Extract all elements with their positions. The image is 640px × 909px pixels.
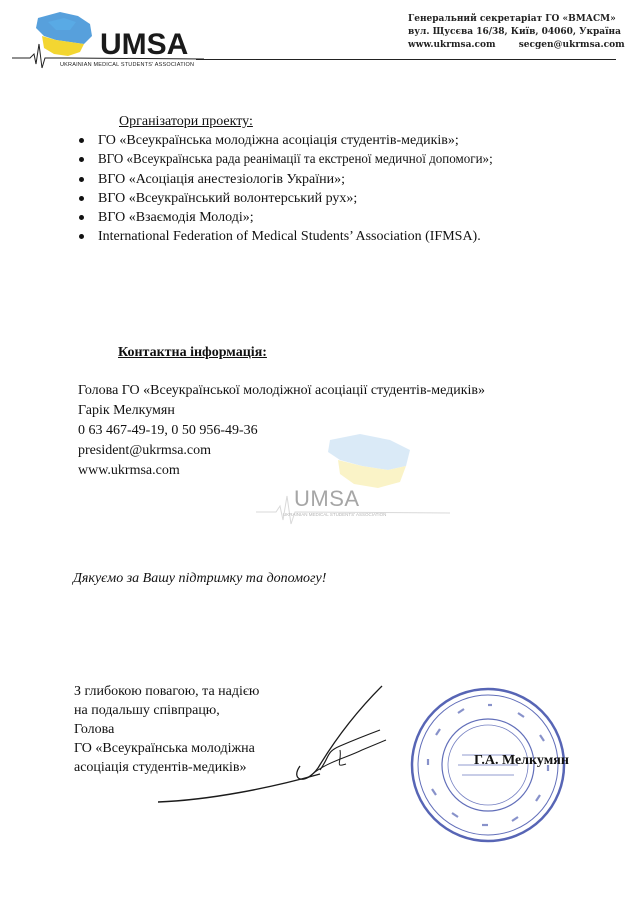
header-contact-info: [408, 13, 625, 52]
list-item: ВГО «Асоціація анестезіологів України»;: [78, 170, 522, 189]
header-divider: [196, 59, 616, 60]
header-email-link[interactable]: secgen@ukrmsa.com: [518, 40, 625, 50]
organizers-list: [78, 131, 522, 247]
header-website-link[interactable]: www.ukrmsa.com: [408, 40, 496, 50]
organizers-heading: Організатори проекту:: [119, 114, 253, 129]
header-links-row: [408, 39, 625, 52]
header-address: вул. Щусєва 16/38, Київ, 04060, Україна: [408, 27, 621, 37]
watermark-subtitle: UKRAINIAN MEDICAL STUDENTS' ASSOCIATION: [283, 512, 387, 517]
list-item: ВГО «Всеукраїнська рада реанімації та екстреної медичної допомоги»;: [78, 150, 522, 169]
bullet-icon: [79, 177, 84, 182]
thanks-line: Дякуємо за Вашу підтримку та допомогу!: [73, 571, 327, 586]
list-item: International Federation of Medical Students’ Association (IFMSA).: [78, 227, 522, 246]
contact-position: Голова ГО «Всеукраїнської молодіжної асоціації студентів-медиків»: [78, 383, 486, 398]
bullet-icon: [79, 157, 84, 162]
bullet-icon: [79, 196, 84, 201]
contact-email[interactable]: president@ukrmsa.com: [78, 443, 212, 458]
bullet-icon: [79, 234, 84, 239]
list-item: ВГО «Взаємодія Молоді»;: [78, 208, 522, 227]
umsa-logo: [8, 8, 208, 74]
contact-phones: 0 63 467-49-19, 0 50 956-49-36: [78, 423, 258, 438]
closing-line: З глибокою повагою, та надією: [74, 684, 260, 699]
closing-line: ГО «Всеукраїнська молодіжна: [74, 741, 255, 756]
closing-block: [74, 682, 259, 777]
closing-line: Голова: [74, 722, 115, 737]
list-item: ГО «Всеукраїнська молодіжна асоціація студентів-медиків»;: [78, 131, 522, 150]
contact-name: Гарік Мелкумян: [78, 403, 175, 418]
closing-line: на подальшу співпрацю,: [74, 703, 220, 718]
logo-wordmark: UMSA: [100, 28, 189, 61]
watermark-wordmark: UMSA: [294, 486, 360, 511]
bullet-icon: [79, 138, 84, 143]
list-item: ВГО «Всеукраїнський волонтерський рух»;: [78, 189, 522, 208]
contact-heading: Контактна інформація:: [118, 345, 267, 360]
header-org-line: Генеральний секретаріат ГО «ВМАСМ»: [408, 14, 616, 24]
contact-website[interactable]: www.ukrmsa.com: [78, 463, 180, 478]
bullet-icon: [79, 215, 84, 220]
closing-line: асоціація студентів-медиків»: [74, 760, 247, 775]
signer-name: Г.А. Мелкумян: [474, 753, 569, 768]
logo-subtitle: UKRAINIAN MEDICAL STUDENTS' ASSOCIATION: [60, 62, 195, 68]
